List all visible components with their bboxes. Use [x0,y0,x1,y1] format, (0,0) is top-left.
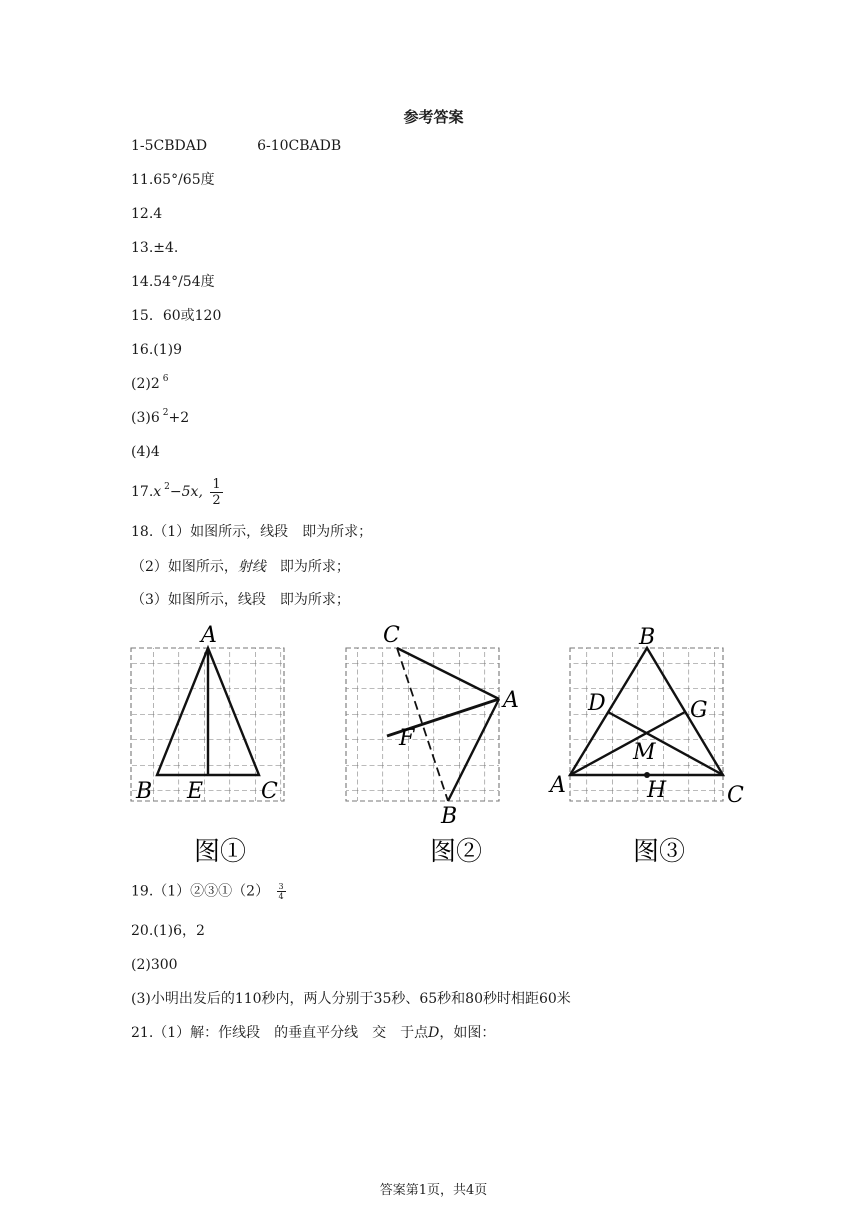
answer-16-3-base: (3)6 [131,410,160,426]
answer-17-exponent: 2 [164,482,170,492]
answer-17 [131,474,223,512]
answer-mc [131,137,341,155]
page-footer: 答案第1页，共4页 [379,1183,488,1198]
figure-2-caption: 图② [430,837,483,867]
answer-18-2-c: 即为所求； [265,559,350,575]
answer-21-a: 21.（1）解：作线段 的垂直平分线 交 于点 [131,1025,429,1041]
label-e: E [187,779,204,804]
answer-mc-1-5: 1-5CBDAD [131,138,208,154]
figure-2 [346,623,519,867]
answer-17-fraction-denominator: 2 [212,492,221,508]
answer-16-1: 16.(1)9 [131,342,183,358]
label-a: A [550,773,566,798]
label-f: F [399,726,415,751]
label-c: C [261,779,278,804]
answer-12: 12.4 [131,206,163,222]
answer-16-3-rest: +2 [168,410,190,426]
figure-1-caption: 图① [194,837,247,867]
label-g: G [690,698,708,723]
answer-16-3 [131,409,189,429]
label-a: A [503,688,519,713]
answer-19-fraction-denominator: 4 [278,892,284,901]
answer-19-fraction [277,882,286,901]
label-b: B [639,625,656,650]
answer-11: 11.65°/65度 [131,172,215,188]
answer-18-2 [131,558,350,576]
answer-17-number: 17. [131,484,154,500]
label-m: M [633,740,656,765]
answer-mc-6-10: 6-10CBADB [257,138,342,154]
answer-20-2: (2)300 [131,957,178,973]
geometry-figures [0,600,867,880]
label-c: C [383,623,400,648]
answer-14: 14.54°/54度 [131,274,215,290]
label-b: B [441,804,458,829]
answer-17-x: x [153,484,162,500]
answer-18-3: （3）如图所示，线段 即为所求； [131,592,350,608]
answer-19 [131,882,286,901]
label-h: H [647,778,667,803]
label-d: D [588,691,606,716]
answer-16-4: (4)4 [131,444,160,460]
answer-13: 13.±4. [131,240,179,256]
answer-21 [131,1024,495,1042]
label-a: A [201,623,217,648]
answer-16-2 [131,375,168,395]
answer-17-fraction [210,477,222,508]
answer-18-2-b: 射线 [237,559,266,575]
answer-20-1: 20.(1)6，2 [131,923,205,939]
answer-21-point-d: D [428,1025,440,1041]
answer-15: 15．60或120 [131,308,222,324]
page-title: 参考答案 [403,108,464,126]
answer-16-2-exponent: 6 [162,374,169,384]
answer-21-c: ，如图： [439,1025,496,1041]
answer-18-1: 18.（1）如图所示，线段 即为所求； [131,524,373,540]
label-c: C [727,783,744,808]
figure-3 [548,625,744,867]
label-b: B [136,779,153,804]
answer-18-2-a: （2）如图所示， [131,559,238,575]
answer-16-2-base: (2)2 [131,376,160,392]
answer-17-fraction-numerator: 1 [212,476,221,492]
answer-20-3: (3)小明出发后的110秒内，两人分别于35秒、65秒和80秒时相距60米 [131,991,571,1007]
answer-17-rest: −5x, [169,484,203,500]
answer-19-fraction-numerator: 3 [278,882,284,891]
answer-19-text: 19.（1）②③①（2） [131,883,270,900]
answer-16-3-exponent: 2 [162,408,169,418]
figure-1 [131,623,284,867]
figure-3-caption: 图③ [633,837,686,867]
